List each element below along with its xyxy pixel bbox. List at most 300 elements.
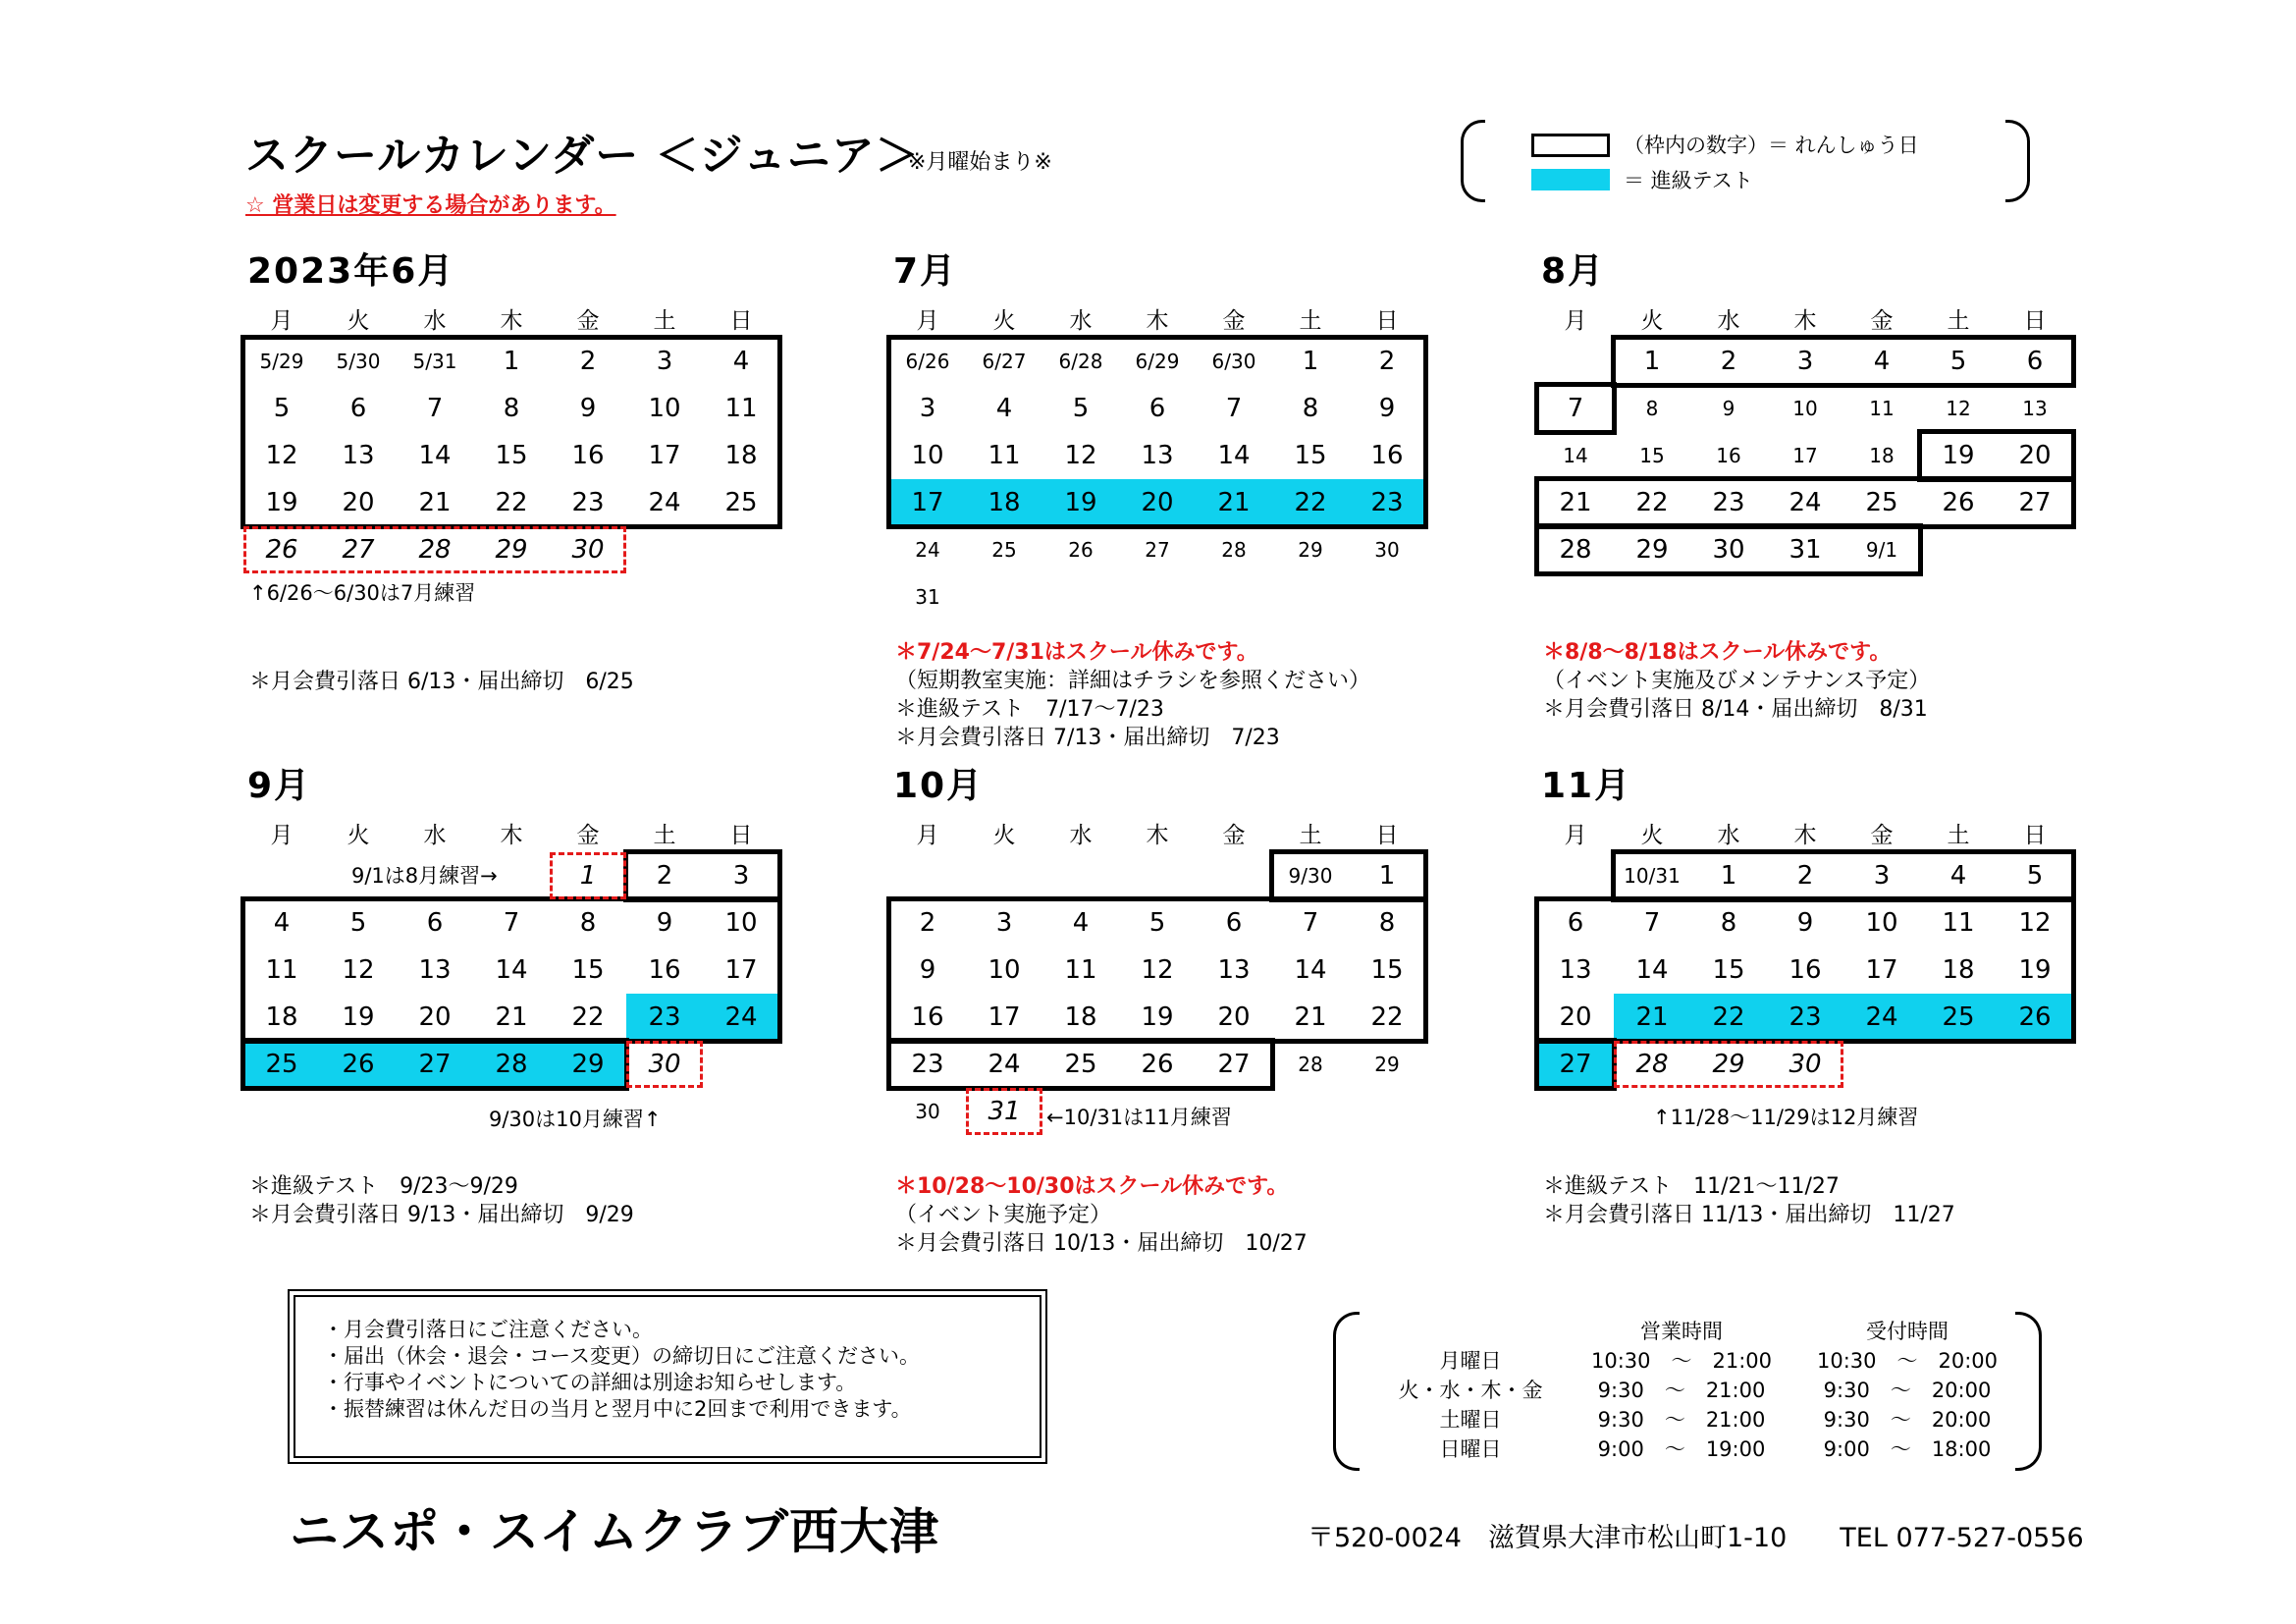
notice-item: ・行事やイベントについての詳細は別途お知らせします。	[323, 1371, 857, 1394]
day-cell[interactable]: 13	[1217, 955, 1251, 985]
day-cell[interactable]: 1	[503, 347, 520, 376]
day-cell[interactable]: 11	[988, 441, 1021, 470]
day-cell[interactable]: 7	[1225, 394, 1243, 423]
month-memo	[249, 1172, 634, 1229]
day-cell[interactable]: 7	[1567, 394, 1584, 423]
day-cell[interactable]: 6/26	[905, 350, 950, 373]
calendar-annotation: 9/1は8月練習→	[351, 864, 498, 888]
legend-test-swatch	[1531, 169, 1610, 190]
month-title: 8月	[1541, 251, 1606, 292]
day-cell[interactable]: 24	[1789, 488, 1822, 517]
day-cell[interactable]: 21	[1294, 1002, 1327, 1032]
day-cell[interactable]: 16	[1370, 441, 1404, 470]
day-cell[interactable]: 31	[915, 585, 940, 609]
day-cell[interactable]: 20	[1119, 479, 1196, 526]
calendar-annotation: ↑6/26〜6/30は7月練習	[249, 581, 476, 605]
hours-open: 9:30 〜 21:00	[1597, 1379, 1766, 1402]
weekday-header: 金	[576, 308, 600, 334]
day-cell[interactable]: 2	[1378, 347, 1396, 376]
day-cell[interactable]: 27	[1217, 1050, 1251, 1079]
day-cell[interactable]: 25	[724, 488, 758, 517]
weekday-header: 日	[729, 308, 753, 334]
day-cell[interactable]: 18	[1942, 955, 1975, 985]
closure-notice: ＊10/28〜10/30はスクール休みです。	[895, 1174, 1289, 1199]
day-cell[interactable]: 13	[2022, 397, 2048, 420]
day-cell[interactable]: 2	[656, 861, 673, 891]
day-cell[interactable]: 1	[1720, 861, 1737, 891]
weekday-header: 火	[992, 823, 1016, 848]
day-cell[interactable]: 7	[1302, 908, 1319, 938]
day-cell[interactable]: 8	[579, 908, 597, 938]
hours-open: 9:00 〜 19:00	[1597, 1437, 1766, 1461]
day-cell[interactable]: 10	[911, 441, 944, 470]
day-cell[interactable]: 26	[1942, 488, 1975, 517]
day-cell[interactable]: 26	[265, 535, 298, 565]
day-cell[interactable]: 13	[1559, 955, 1592, 985]
day-cell[interactable]: 19	[342, 1002, 375, 1032]
day-cell[interactable]: 9	[1722, 397, 1735, 420]
day-cell[interactable]: 23	[1767, 994, 1843, 1041]
day-cell[interactable]: 2	[919, 908, 936, 938]
day-cell[interactable]: 5	[1949, 347, 1967, 376]
day-cell[interactable]: 21	[1196, 479, 1272, 526]
weekday-header: 金	[1222, 308, 1246, 334]
day-cell[interactable]: 5	[1148, 908, 1166, 938]
day-cell[interactable]: 20	[342, 488, 375, 517]
day-cell[interactable]: 24	[1843, 994, 1920, 1041]
memo-line: ＊月会費引落日 11/13・届出締切 11/27	[1543, 1203, 1955, 1227]
hours-header-open: 営業時間	[1640, 1320, 1723, 1343]
day-cell[interactable]: 6/29	[1135, 350, 1180, 373]
memo-line: ＊月会費引落日 8/14・届出締切 8/31	[1543, 697, 1928, 722]
day-cell[interactable]: 31	[1789, 535, 1822, 565]
day-cell[interactable]: 28	[1298, 1053, 1323, 1076]
hours-day: 土曜日	[1439, 1408, 1502, 1432]
hours-reception: 9:00 〜 18:00	[1823, 1437, 1992, 1461]
hours-reception: 10:30 〜 20:00	[1816, 1349, 1999, 1373]
day-cell[interactable]: 22	[1272, 479, 1349, 526]
day-cell[interactable]: 26	[1068, 538, 1094, 562]
weekday-header: 水	[423, 823, 447, 848]
day-cell[interactable]: 28	[1221, 538, 1247, 562]
weekday-header: 金	[576, 823, 600, 848]
weekday-header: 日	[1375, 308, 1399, 334]
day-cell[interactable]: 2	[1796, 861, 1814, 891]
calendar-annotation: ←10/31は11月練習	[1046, 1106, 1232, 1129]
weekday-header: 金	[1870, 308, 1894, 334]
calendar-annotation: 9/30は10月練習↑	[489, 1108, 662, 1131]
weekday-header: 月	[916, 308, 939, 334]
day-cell[interactable]: 30	[915, 1100, 940, 1123]
day-cell[interactable]: 15	[1639, 444, 1665, 467]
day-cell[interactable]: 24	[648, 488, 681, 517]
day-cell[interactable]: 18	[966, 479, 1042, 526]
notice-inner-frame	[294, 1295, 1041, 1458]
day-cell[interactable]: 28	[1559, 535, 1592, 565]
day-cell[interactable]: 11	[1869, 397, 1895, 420]
day-cell[interactable]: 27	[342, 535, 375, 565]
day-cell[interactable]: 17	[988, 1002, 1021, 1032]
weekday-header: 水	[1069, 308, 1093, 334]
day-cell[interactable]: 18	[724, 441, 758, 470]
day-cell[interactable]: 21	[418, 488, 452, 517]
weekday-header: 木	[500, 308, 523, 334]
day-cell[interactable]: 12	[1141, 955, 1174, 985]
day-cell[interactable]: 15	[495, 441, 528, 470]
closure-notice: ＊8/8〜8/18はスクール休みです。	[1543, 640, 1892, 665]
day-cell[interactable]: 16	[571, 441, 605, 470]
hours-day: 火・水・木・金	[1398, 1379, 1543, 1402]
day-cell[interactable]: 5	[1072, 394, 1090, 423]
day-cell[interactable]: 9	[1796, 908, 1814, 938]
day-cell[interactable]: 30	[571, 535, 605, 565]
day-cell[interactable]: 8	[503, 394, 520, 423]
day-cell[interactable]: 2	[579, 347, 597, 376]
day-cell[interactable]: 4	[273, 908, 291, 938]
weekday-header: 火	[1640, 308, 1664, 334]
weekday-header: 火	[347, 823, 370, 848]
day-cell[interactable]: 30	[1374, 538, 1400, 562]
day-cell[interactable]: 13	[342, 441, 375, 470]
month-title: 11月	[1541, 766, 1632, 806]
weekday-header: 土	[1947, 308, 1970, 334]
business-hours	[1333, 1312, 2042, 1471]
weekday-header: 木	[1793, 308, 1817, 334]
day-cell[interactable]: 10	[1865, 908, 1898, 938]
day-cell[interactable]: 11	[1942, 908, 1975, 938]
hours-table	[1372, 1316, 2020, 1463]
day-cell[interactable]: 7	[503, 908, 520, 938]
hours-bracket-left	[1333, 1312, 1360, 1471]
day-cell[interactable]: 23	[626, 994, 703, 1041]
day-cell[interactable]: 28	[473, 1041, 550, 1088]
day-cell[interactable]: 14	[1635, 955, 1669, 985]
day-cell[interactable]: 22	[495, 488, 528, 517]
weekday-header: 火	[1640, 823, 1664, 848]
day-cell[interactable]: 15	[1712, 955, 1745, 985]
day-cell[interactable]: 11	[724, 394, 758, 423]
day-cell[interactable]: 28	[418, 535, 452, 565]
weekday-header: 土	[653, 823, 676, 848]
day-cell[interactable]: 5	[2026, 861, 2044, 891]
day-cell[interactable]: 12	[342, 955, 375, 985]
notice-list	[323, 1317, 920, 1423]
memo-line: ＊月会費引落日 6/13・届出締切 6/25	[249, 670, 634, 694]
day-cell[interactable]: 6/28	[1058, 350, 1103, 373]
day-cell[interactable]: 22	[1635, 488, 1669, 517]
weekday-header: 水	[423, 308, 447, 334]
day-cell[interactable]: 23	[1349, 479, 1425, 526]
closure-notice: ＊7/24〜7/31はスクール休みです。	[895, 640, 1258, 665]
day-cell[interactable]: 4	[1949, 861, 1967, 891]
month-title: 7月	[893, 251, 958, 292]
month-memo	[1543, 1172, 1955, 1229]
day-cell[interactable]: 12	[2018, 908, 2052, 938]
day-cell[interactable]: 18	[1064, 1002, 1097, 1032]
legend-practice-label: （枠内の数字）＝ れんしゅう日	[1624, 134, 1919, 157]
day-cell[interactable]: 2	[1720, 347, 1737, 376]
day-cell[interactable]: 6	[1225, 908, 1243, 938]
hours-day: 月曜日	[1439, 1349, 1502, 1373]
weekday-header: 火	[347, 308, 370, 334]
weekday-header: 日	[1375, 823, 1399, 848]
day-cell[interactable]: 10	[1792, 397, 1818, 420]
hours-open: 9:30 〜 21:00	[1597, 1408, 1766, 1432]
day-cell[interactable]: 27	[1537, 1041, 1614, 1088]
day-cell[interactable]: 6	[426, 908, 444, 938]
day-cell[interactable]: 10	[648, 394, 681, 423]
day-cell[interactable]: 20	[1559, 1002, 1592, 1032]
weekday-header: 日	[2023, 823, 2047, 848]
day-cell[interactable]: 23	[571, 488, 605, 517]
weekday-header: 日	[2023, 308, 2047, 334]
day-cell[interactable]: 6	[1148, 394, 1166, 423]
day-cell[interactable]: 22	[1370, 1002, 1404, 1032]
day-cell[interactable]: 6	[1567, 908, 1584, 938]
day-cell[interactable]: 19	[2018, 955, 2052, 985]
day-cell[interactable]: 30	[648, 1050, 681, 1079]
day-cell[interactable]: 17	[724, 955, 758, 985]
day-cell[interactable]: 14	[495, 955, 528, 985]
day-cell[interactable]: 6	[2026, 347, 2044, 376]
day-cell[interactable]: 11	[1064, 955, 1097, 985]
day-cell[interactable]: 1	[1643, 347, 1661, 376]
day-cell[interactable]: 24	[915, 538, 940, 562]
day-cell[interactable]: 5/29	[259, 350, 304, 373]
day-cell[interactable]: 3	[1796, 347, 1814, 376]
memo-line: ＊月会費引落日 10/13・届出締切 10/27	[895, 1231, 1308, 1256]
day-cell[interactable]: 10	[724, 908, 758, 938]
day-cell[interactable]: 13	[1141, 441, 1174, 470]
day-cell[interactable]: 6/27	[982, 350, 1027, 373]
day-cell[interactable]: 22	[1690, 994, 1767, 1041]
month-memo	[895, 638, 1370, 752]
notice-box	[288, 1289, 1047, 1464]
business-day-warning: ☆ 営業日は変更する場合があります。	[245, 193, 616, 218]
day-cell[interactable]: 21	[1614, 994, 1690, 1041]
day-cell[interactable]: 1	[1302, 347, 1319, 376]
day-cell[interactable]: 16	[1716, 444, 1741, 467]
day-cell[interactable]: 25	[1920, 994, 1997, 1041]
weekday-header: 木	[1793, 823, 1817, 848]
hours-reception: 9:30 〜 20:00	[1823, 1379, 1992, 1402]
day-cell[interactable]: 24	[988, 1050, 1021, 1079]
notice-item: ・届出（休会・退会・コース変更）の締切日にご注意ください。	[323, 1344, 920, 1368]
day-cell[interactable]: 1	[1378, 861, 1396, 891]
day-cell[interactable]: 12	[265, 441, 298, 470]
day-cell[interactable]: 3	[919, 394, 936, 423]
weekday-header: 金	[1222, 823, 1246, 848]
day-cell[interactable]: 8	[1645, 397, 1659, 420]
day-cell[interactable]: 4	[995, 394, 1013, 423]
weekday-header: 土	[1299, 823, 1322, 848]
day-cell[interactable]: 14	[1217, 441, 1251, 470]
day-cell[interactable]: 29	[1374, 1053, 1400, 1076]
day-cell[interactable]: 25	[1865, 488, 1898, 517]
day-cell[interactable]: 10/31	[1624, 864, 1681, 888]
day-cell[interactable]: 8	[1720, 908, 1737, 938]
day-cell[interactable]: 22	[571, 1002, 605, 1032]
memo-line: ＊進級テスト 7/17〜7/23	[895, 697, 1164, 722]
day-cell[interactable]: 5	[349, 908, 367, 938]
day-cell[interactable]: 5/31	[412, 350, 457, 373]
legend-bracket-left	[1461, 120, 1485, 202]
day-cell[interactable]: 7	[426, 394, 444, 423]
weekday-header: 火	[992, 308, 1016, 334]
day-cell[interactable]: 16	[648, 955, 681, 985]
day-cell[interactable]: 19	[1042, 479, 1119, 526]
day-cell[interactable]: 25	[991, 538, 1017, 562]
day-cell[interactable]: 20	[418, 1002, 452, 1032]
day-cell[interactable]: 27	[1145, 538, 1170, 562]
memo-line: ＊進級テスト 9/23〜9/29	[249, 1174, 518, 1199]
page-title: スクールカレンダー ＜ジュニア＞	[245, 131, 920, 181]
legend-bracket-right	[2005, 120, 2030, 202]
day-cell[interactable]: 9	[579, 394, 597, 423]
legend	[1461, 120, 2030, 198]
weekday-header: 金	[1870, 823, 1894, 848]
legend-practice-swatch	[1531, 134, 1610, 157]
hours-header-reception: 受付時間	[1866, 1320, 1949, 1343]
month-memo	[895, 1172, 1308, 1258]
day-cell[interactable]: 3	[995, 908, 1013, 938]
memo-line: ＊進級テスト 11/21〜11/27	[1543, 1174, 1840, 1199]
day-cell[interactable]: 30	[1789, 1050, 1822, 1079]
club-name: ニスポ・スイムクラブ西大津	[290, 1503, 939, 1560]
day-cell[interactable]: 21	[1559, 488, 1592, 517]
day-cell[interactable]: 9/30	[1288, 864, 1333, 888]
weekday-header: 土	[653, 308, 676, 334]
day-cell[interactable]: 9	[919, 955, 936, 985]
day-cell[interactable]: 20	[2018, 441, 2052, 470]
weekday-header: 月	[270, 308, 294, 334]
day-cell[interactable]: 27	[2018, 488, 2052, 517]
day-cell[interactable]: 17	[889, 479, 966, 526]
memo-line: （イベント実施及びメンテナンス予定）	[1543, 669, 1931, 693]
day-cell[interactable]: 26	[320, 1041, 397, 1088]
day-cell[interactable]: 25	[243, 1041, 320, 1088]
notice-item: ・月会費引落日にご注意ください。	[323, 1318, 653, 1341]
weekday-header: 月	[1564, 823, 1587, 848]
memo-line: （短期教室実施：詳細はチラシを参照ください）	[895, 669, 1371, 693]
day-cell[interactable]: 12	[1064, 441, 1097, 470]
month-memo	[249, 668, 634, 696]
day-cell[interactable]: 3	[732, 861, 750, 891]
day-cell[interactable]: 6	[349, 394, 367, 423]
hours-reception: 9:30 〜 20:00	[1823, 1408, 1992, 1432]
day-cell[interactable]: 13	[418, 955, 452, 985]
day-cell[interactable]: 15	[571, 955, 605, 985]
day-cell[interactable]: 3	[1873, 861, 1891, 891]
weekday-header: 月	[1564, 308, 1587, 334]
weekday-header: 水	[1717, 308, 1740, 334]
day-cell[interactable]: 19	[1942, 441, 1975, 470]
day-cell[interactable]: 23	[1712, 488, 1745, 517]
day-cell[interactable]: 18	[1869, 444, 1895, 467]
day-cell[interactable]: 19	[1141, 1002, 1174, 1032]
month-title: 10月	[893, 766, 985, 806]
weekday-header: 木	[1146, 308, 1169, 334]
day-cell[interactable]: 4	[1873, 347, 1891, 376]
day-cell[interactable]: 8	[1378, 908, 1396, 938]
day-cell[interactable]: 18	[265, 1002, 298, 1032]
weekday-header: 木	[1146, 823, 1169, 848]
weekday-header: 月	[916, 823, 939, 848]
day-cell[interactable]: 17	[1792, 444, 1818, 467]
day-cell[interactable]: 12	[1946, 397, 1971, 420]
day-cell[interactable]: 4	[732, 347, 750, 376]
weekday-header: 土	[1947, 823, 1970, 848]
day-cell[interactable]: 29	[550, 1041, 626, 1088]
day-cell[interactable]: 9/1	[1865, 538, 1898, 562]
weekday-header: 日	[729, 823, 753, 848]
day-cell[interactable]: 24	[703, 994, 779, 1041]
day-cell[interactable]: 4	[1072, 908, 1090, 938]
day-cell[interactable]: 14	[418, 441, 452, 470]
day-cell[interactable]: 10	[988, 955, 1021, 985]
day-cell[interactable]: 29	[495, 535, 528, 565]
weekday-header: 月	[270, 823, 294, 848]
day-cell[interactable]: 5	[273, 394, 291, 423]
day-cell[interactable]: 26	[1141, 1050, 1174, 1079]
day-cell[interactable]: 20	[1217, 1002, 1251, 1032]
day-cell[interactable]: 25	[1064, 1050, 1097, 1079]
day-cell[interactable]: 17	[648, 441, 681, 470]
day-cell[interactable]: 29	[1712, 1050, 1745, 1079]
weekday-header: 土	[1299, 308, 1322, 334]
day-cell[interactable]: 3	[656, 347, 673, 376]
day-cell[interactable]: 14	[1563, 444, 1588, 467]
day-cell[interactable]: 26	[1997, 994, 2073, 1041]
day-cell[interactable]: 21	[495, 1002, 528, 1032]
memo-line: （イベント実施予定）	[895, 1203, 1112, 1227]
day-cell[interactable]: 14	[1294, 955, 1327, 985]
day-cell[interactable]: 9	[1378, 394, 1396, 423]
day-cell[interactable]: 23	[911, 1050, 944, 1079]
day-cell[interactable]: 29	[1298, 538, 1323, 562]
memo-line: ＊月会費引落日 9/13・届出締切 9/29	[249, 1203, 634, 1227]
day-cell[interactable]: 30	[1712, 535, 1745, 565]
day-cell[interactable]: 15	[1294, 441, 1327, 470]
day-cell[interactable]: 11	[265, 955, 298, 985]
week-start-note: ※月曜始まり※	[908, 150, 1052, 175]
day-cell[interactable]: 8	[1302, 394, 1319, 423]
day-cell[interactable]: 16	[1789, 955, 1822, 985]
day-cell[interactable]: 7	[1643, 908, 1661, 938]
day-cell[interactable]: 6/30	[1211, 350, 1256, 373]
weekday-header: 木	[500, 823, 523, 848]
day-cell[interactable]: 5/30	[336, 350, 381, 373]
day-cell[interactable]: 9	[656, 908, 673, 938]
day-cell[interactable]: 16	[911, 1002, 944, 1032]
weekday-header: 水	[1069, 823, 1093, 848]
month-title: 2023年6月	[247, 251, 455, 292]
hours-open: 10:30 〜 21:00	[1590, 1349, 1773, 1373]
weekday-header: 水	[1717, 823, 1740, 848]
day-cell[interactable]: 19	[265, 488, 298, 517]
day-cell[interactable]: 17	[1865, 955, 1898, 985]
day-cell[interactable]: 1	[579, 861, 597, 891]
day-cell[interactable]: 28	[1635, 1050, 1669, 1079]
day-cell[interactable]: 15	[1370, 955, 1404, 985]
notice-item: ・振替練習は休んだ日の当月と翌月中に2回まで利用できます。	[323, 1397, 912, 1421]
day-cell[interactable]: 31	[988, 1097, 1021, 1126]
calendar-annotation: ↑11/28〜11/29は12月練習	[1653, 1106, 1919, 1129]
hours-day: 日曜日	[1439, 1437, 1502, 1461]
day-cell[interactable]: 29	[1635, 535, 1669, 565]
memo-line: ＊月会費引落日 7/13・届出締切 7/23	[895, 726, 1280, 750]
day-cell[interactable]: 27	[397, 1041, 473, 1088]
